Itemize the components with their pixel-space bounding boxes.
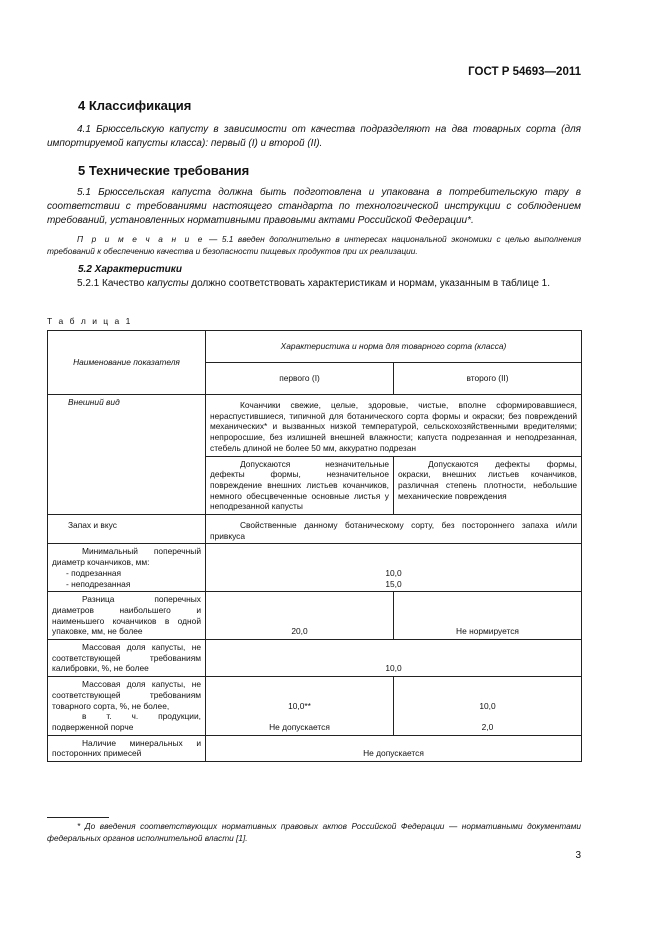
note-label: П р и м е ч а н и е (77, 234, 205, 244)
smell-value: Свойственные данному ботаническому сорту, без постороннего запаха и/или привкуса (206, 515, 582, 544)
grade-mismatch-second (394, 677, 582, 736)
row-name-impurities: Наличие минеральных и посторонних примесей (48, 735, 206, 761)
table-caption: Т а б л и ц а 1 (47, 316, 133, 326)
paragraph-5-1: 5.1 Брюссельская капуста должна быть подготовлена и упакована в потребительскую тару в соответствии с требованиями настоящего стандарта по технологической инструкции с соблюдением требований, установленных нормативными правовыми актами Российской Федерации*. (47, 187, 581, 226)
note-text: — 5.1 введен дополнительно в интересах национальной экономики с целью выполнения требований к обеспечению качества и безопасности пищевых продуктов при их реализации. (47, 234, 581, 256)
appearance-common: Кочанчики свежие, целые, здоровые, чистые, вполне сформировавшиеся, нераспустившиеся, типичной для ботанического сорта формы и окраски; без повреждений механических* и вызванных низкой температурой, сельскохозяйственными вредителями; непроросшие, без излишней внешней влажности; капуста подрезанная и неподрезанная, стебель длиной не более 50 мм, аккуратно подрезан (206, 395, 582, 457)
grade-mismatch-sub: в т. ч. продукции, подверженной порче (52, 711, 201, 732)
section-5-title: 5 Технические требования (78, 163, 250, 178)
note (47, 233, 581, 257)
p521-a: 5.2.1 Качество (77, 278, 148, 289)
diameter-label: Минимальный поперечный диаметр кочанчиков, мм: (52, 546, 201, 568)
subsection-5-2: 5.2 Характеристики (78, 264, 182, 275)
table-row (48, 735, 582, 761)
diameter-untrimmed-value: 15,0 (385, 578, 402, 589)
row-name-diameter-difference: Разница поперечных диаметров наибольшего и наименьшего кочанчиков в одной упаковке, мм, не более (48, 592, 206, 640)
characteristics-table (47, 330, 582, 762)
grade-mismatch-second-spoiled: 2,0 (481, 721, 494, 732)
table-row (48, 640, 582, 677)
grade-mismatch-first-total: 10,0** (288, 701, 311, 712)
row-name-appearance: Внешний вид (48, 395, 206, 515)
p521-c: должно соответствовать характеристикам и нормам, указанным в таблице 1. (188, 278, 551, 289)
table-row (48, 592, 582, 640)
calibration-value: 10,0 (206, 640, 582, 677)
diameter-difference-first: 20,0 (206, 592, 394, 640)
table-row (48, 395, 582, 457)
diameter-trimmed-value: 10,0 (385, 567, 402, 578)
page-number: 3 (575, 850, 581, 861)
footnote-divider (47, 817, 109, 818)
document-header: ГОСТ Р 54693—2011 (468, 66, 581, 78)
paragraph-5-2-1 (47, 277, 581, 291)
paragraph-4-1: 4.1 Брюссельскую капусту в зависимости от качества подразделяют на два товарных сорта (для импортируемой капусты класса): первый (I) и второй (II). (47, 124, 581, 149)
row-name-calibration: Массовая доля капусты, не соответствующей требованиям калибровки, %, не более (48, 640, 206, 677)
table-row (48, 677, 582, 736)
diameter-difference-second: Не нормируется (394, 592, 582, 640)
p521-b: капусты (147, 278, 189, 289)
diameter-sub-untrimmed: - неподрезанная (66, 578, 131, 589)
grade-mismatch-first (206, 677, 394, 736)
row-name-grade-mismatch (48, 677, 206, 736)
appearance-second: Допускаются дефекты формы, окраски, внешних листьев кочанчиков, различная степень плотности, небольшие механические повреждения (394, 456, 582, 515)
row-name-smell: Запах и вкус (48, 515, 206, 544)
header-indicator-name: Наименование показателя (48, 331, 206, 395)
header-characteristic: Характеристика и норма для товарного сорта (класса) (206, 331, 582, 363)
header-grade-second: второго (II) (394, 363, 582, 395)
diameter-values (206, 544, 582, 592)
table-row (48, 515, 582, 544)
grade-mismatch-second-total: 10,0 (479, 701, 496, 712)
table-row (48, 544, 582, 592)
section-4-title: 4 Классификация (78, 98, 192, 113)
appearance-first: Допускаются незначительные дефекты формы, незначительное повреждение внешних листьев кочанчиков, немного обесцвеченные основные листья у неподрезанной капусты (206, 456, 394, 515)
header-grade-first: первого (I) (206, 363, 394, 395)
footnote: * До введения соответствующих нормативных правовых актов Российской Федерации — нормативными документами федеральных органов исполнительной власти [1]. (47, 821, 581, 843)
row-name-diameter (48, 544, 206, 592)
grade-mismatch-label: Массовая доля капусты, не соответствующей требованиям товарного сорта, %, не более, (52, 679, 201, 711)
diameter-sub-trimmed: - подрезанная (66, 567, 122, 578)
impurities-value: Не допускается (206, 735, 582, 761)
grade-mismatch-first-spoiled: Не допускается (269, 721, 330, 732)
